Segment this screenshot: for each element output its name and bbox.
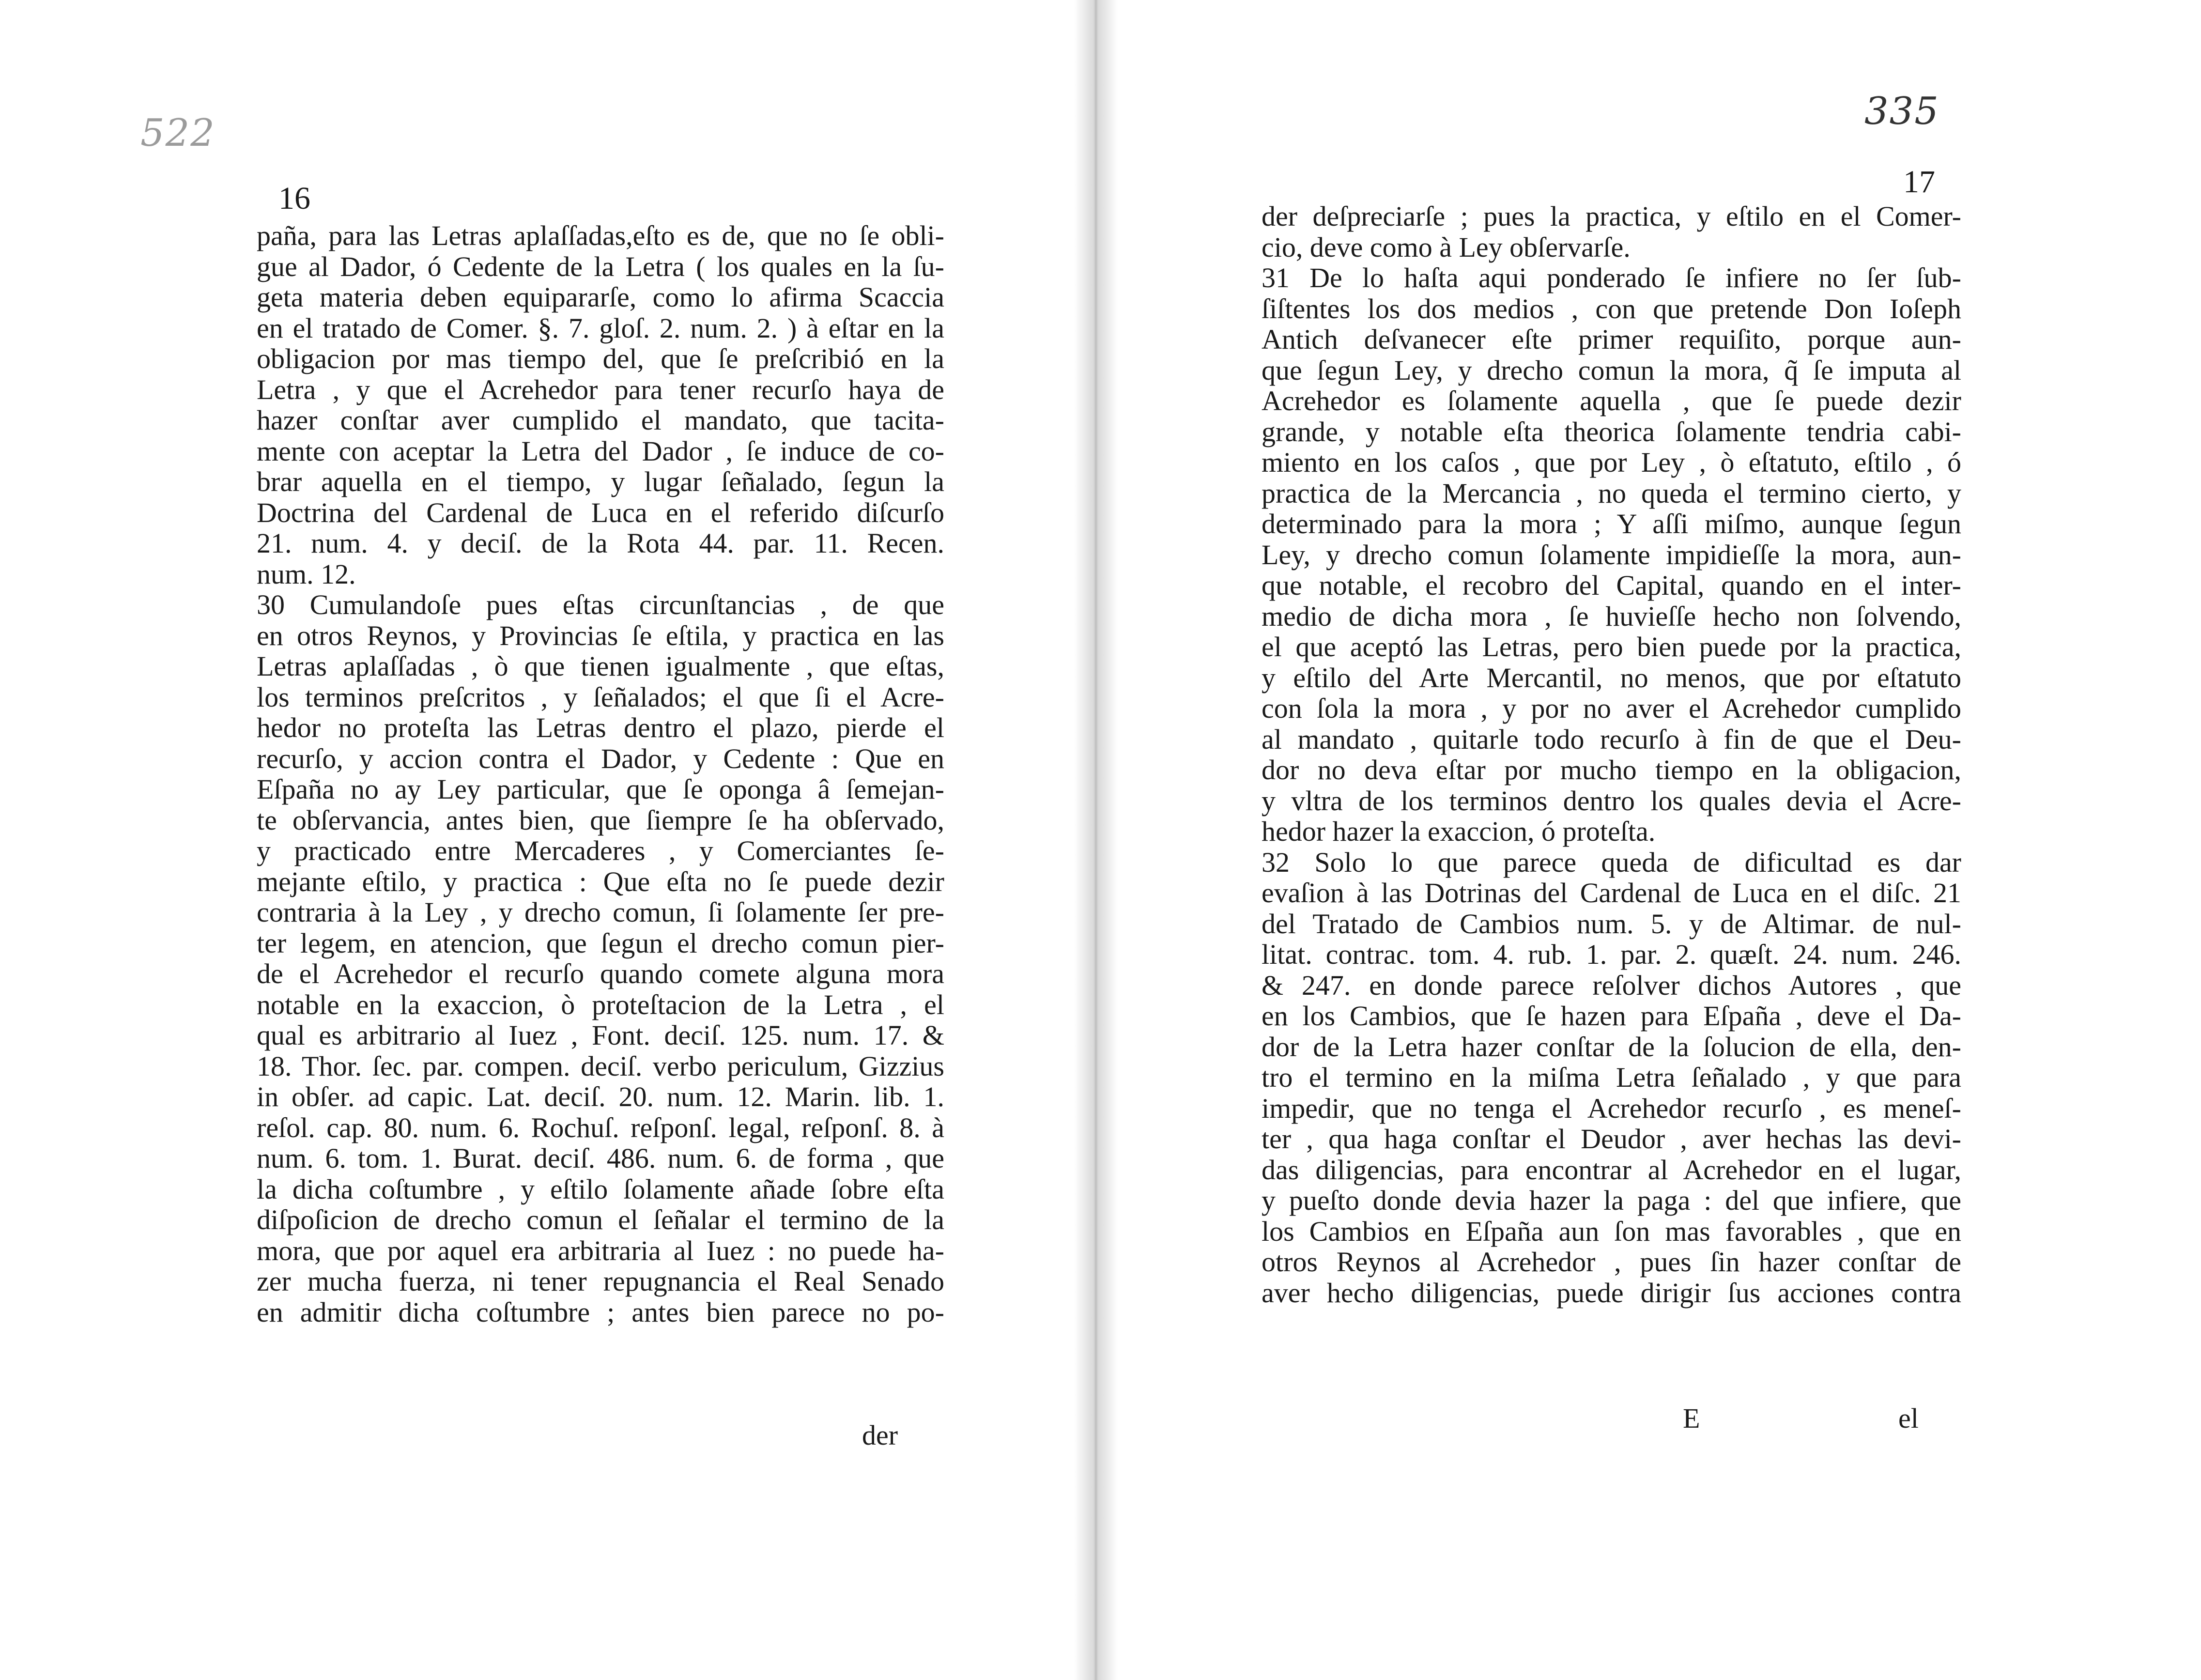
- left-body-text: [257, 220, 944, 1327]
- text-line: y pueſto donde devia hazer la paga : del que infiere, que: [1262, 1185, 1961, 1216]
- text-line: qual es arbitrario al Iuez , Font. deciſ. 125. num. 17. &: [257, 1019, 944, 1051]
- text-line: determinado para la mora ; Y aſſi miſmo, aunque ſegun: [1262, 508, 1961, 539]
- text-line: gue al Dador, ó Cedente de la Letra ( los quales en la ſu-: [257, 250, 944, 282]
- text-line: practica de la Mercancia , no queda el termino cierto, y: [1262, 477, 1961, 509]
- text-line: con ſola la mora , y por no aver el Acrehedor cumplido: [1262, 693, 1961, 724]
- text-line: Doctrina del Cardenal de Luca en el referido diſcurſo: [257, 496, 944, 528]
- text-line: y vltra de los terminos dentro los quales devia el Acre-: [1262, 785, 1961, 817]
- text-line: mora, que por aquel era arbitraria al Iuez : no puede ha-: [257, 1234, 944, 1266]
- book-gutter: [1074, 0, 1118, 1680]
- text-line: dor de la Letra hazer conſtar de la ſolucion de ella, den-: [1262, 1031, 1961, 1063]
- right-catchword: el: [1898, 1403, 1919, 1434]
- left-folio-mark: 522: [140, 111, 215, 155]
- text-line: das diligencias, para encontrar al Acrehedor en el lugar,: [1262, 1154, 1961, 1186]
- text-line: medio de dicha mora , ſe huvieſſe hecho non ſolvendo,: [1262, 600, 1961, 632]
- text-line: contraria à la Ley , y drecho comun, ſi ſolamente ſer pre-: [257, 896, 944, 928]
- text-line: evaſion à las Dotrinas del Cardenal de Luca en el diſc. 21: [1262, 877, 1961, 909]
- text-line: los Cambios en Eſpaña aun ſon mas favorables , que en: [1262, 1215, 1961, 1247]
- text-line: 18. Thor. ſec. par. compen. deciſ. verbo periculum, Gizzius: [257, 1050, 944, 1082]
- text-line: num. 6. tom. 1. Burat. deciſ. 486. num. 6. de forma , que: [257, 1142, 944, 1174]
- text-line: en admitir dicha coſtumbre ; antes bien parece no po-: [257, 1296, 944, 1328]
- text-line: cio, deve como à Ley obſervarſe.: [1262, 231, 1631, 263]
- text-line: la dicha coſtumbre , y eſtilo ſolamente añade ſobre eſta: [257, 1173, 944, 1205]
- text-line: brar aquella en el tiempo, y lugar ſeñalado, ſegun la: [257, 466, 944, 497]
- text-line: ter , qua haga conſtar el Deudor , aver hechas las devi-: [1262, 1123, 1961, 1155]
- text-line: de el Acrehedor el recurſo quando comete alguna mora: [257, 958, 944, 989]
- text-line: hedor hazer la exaccion, ó proteſta.: [1262, 816, 1656, 847]
- text-line: que notable, el recobro del Capital, quando en el inter-: [1262, 570, 1961, 601]
- text-line: los terminos preſcritos , y ſeñalados; el que ſi el Acre-: [257, 681, 944, 713]
- text-line: Eſpaña no ay Ley particular, que ſe oponga â ſemejan-: [257, 773, 944, 805]
- text-line: notable en la exaccion, ò proteſtacion de la Letra , el: [257, 988, 944, 1020]
- left-catchword: der: [862, 1419, 898, 1451]
- text-line: 21. num. 4. y deciſ. de la Rota 44. par. 11. Recen.: [257, 527, 944, 559]
- text-line: paña, para las Letras aplaſſadas,eſto es de, que no ſe obli-: [257, 220, 944, 251]
- text-line: 31 De lo haſta aqui ponderado ſe infiere no ſer ſub-: [1262, 262, 1961, 293]
- text-line: litat. contrac. tom. 4. rub. 1. par. 2. quæſt. 24. num. 246.: [1262, 939, 1961, 970]
- text-line: en otros Reynos, y Provincias ſe eſtila, y practica en las: [257, 619, 944, 651]
- text-line: Letras aplaſſadas , ò que tienen igualmente , que eſtas,: [257, 650, 944, 682]
- text-line: num. 12.: [257, 558, 356, 590]
- text-line: mente con aceptar la Letra del Dador , ſe induce de co-: [257, 435, 944, 467]
- text-line: der deſpreciarſe ; pues la practica, y eſtilo en el Comer-: [1262, 200, 1961, 232]
- text-line: del Tratado de Cambios num. 5. y de Altimar. de nul-: [1262, 908, 1961, 940]
- text-line: en los Cambios, que ſe hazen para Eſpaña , deve el Da-: [1262, 1000, 1961, 1032]
- text-line: que ſegun Ley, y drecho comun la mora, q̃ ſe imputa al: [1262, 354, 1961, 386]
- text-line: mejante eſtilo, y practica : Que eſta no ſe puede dezir: [257, 865, 944, 897]
- text-line: otros Reynos al Acrehedor , pues ſin hazer conſtar de: [1262, 1246, 1961, 1278]
- text-line: diſpoſicion de drecho comun el ſeñalar el termino de la: [257, 1204, 944, 1235]
- text-line: reſol. cap. 80. num. 6. Rochuſ. reſponſ. legal, reſponſ. 8. à: [257, 1111, 944, 1143]
- text-line: hazer conſtar aver cumplido el mandato, que tacita-: [257, 404, 944, 436]
- text-line: zer mucha fuerza, ni tener repugnancia el Real Senado: [257, 1265, 944, 1297]
- text-line: el que aceptó las Letras, pero bien puede por la practica,: [1262, 631, 1961, 663]
- text-line: ſiſtentes los dos medios , con que pretende Don Ioſeph: [1262, 293, 1961, 324]
- text-line: aver hecho diligencias, puede dirigir ſus acciones contra: [1262, 1277, 1961, 1309]
- left-page-number: 16: [278, 181, 310, 216]
- text-line: te obſervancia, antes bien, que ſiempre ſe ha obſervado,: [257, 804, 944, 836]
- right-folio-mark: 335: [1864, 90, 1939, 133]
- text-line: y eſtilo del Arte Mercantil, no menos, que por eſtatuto: [1262, 662, 1961, 694]
- text-line: al mandato , quitarle todo recurſo à fin de que el Deu-: [1262, 723, 1961, 755]
- text-line: geta materia deben equipararſe, como lo afirma Scaccia: [257, 281, 944, 313]
- text-line: impedir, que no tenga el Acrehedor recurſo , es meneſ-: [1262, 1092, 1961, 1124]
- text-line: miento en los caſos , que por Ley , ò eſtatuto, eſtilo , ó: [1262, 447, 1961, 478]
- text-line: grande, y notable eſta theorica ſolamente tendria cabi-: [1262, 416, 1961, 447]
- text-line: obligacion por mas tiempo del, que ſe preſcribió en la: [257, 343, 944, 374]
- text-line: en el tratado de Comer. §. 7. gloſ. 2. num. 2. ) à eſtar en la: [257, 312, 944, 344]
- right-body-text: [1262, 201, 1961, 1308]
- text-line: 32 Solo lo que parece queda de dificultad es dar: [1262, 846, 1961, 878]
- right-page-number: 17: [1903, 164, 1935, 200]
- text-line: dor no deva eſtar por mucho tiempo en la obligacion,: [1262, 754, 1961, 786]
- text-line: Ley, y drecho comun ſolamente impidieſſe la mora, aun-: [1262, 539, 1961, 570]
- text-line: recurſo, y accion contra el Dador, y Cedente : Que en: [257, 742, 944, 774]
- text-line: Letra , y que el Acrehedor para tener recurſo haya de: [257, 373, 944, 405]
- text-line: tro el termino en la miſma Letra ſeñalado , y que para: [1262, 1062, 1961, 1093]
- text-line: Acrehedor es ſolamente aquella , que ſe puede dezir: [1262, 385, 1961, 416]
- text-line: 30 Cumulandoſe pues eſtas circunſtancias , de que: [257, 589, 944, 620]
- right-signature-mark: E: [1683, 1403, 1700, 1434]
- text-line: in obſer. ad capic. Lat. deciſ. 20. num. 12. Marin. lib. 1.: [257, 1081, 944, 1112]
- text-line: Antich deſvanecer eſte primer requiſito, porque aun-: [1262, 324, 1961, 355]
- text-line: ter legem, en atencion, que ſegun el drecho comun pier-: [257, 927, 944, 959]
- text-line: y practicado entre Mercaderes , y Comerciantes ſe-: [257, 835, 944, 866]
- text-line: hedor no proteſta las Letras dentro el plazo, pierde el: [257, 712, 944, 743]
- text-line: & 247. en donde parece reſolver dichos Autores , que: [1262, 969, 1961, 1001]
